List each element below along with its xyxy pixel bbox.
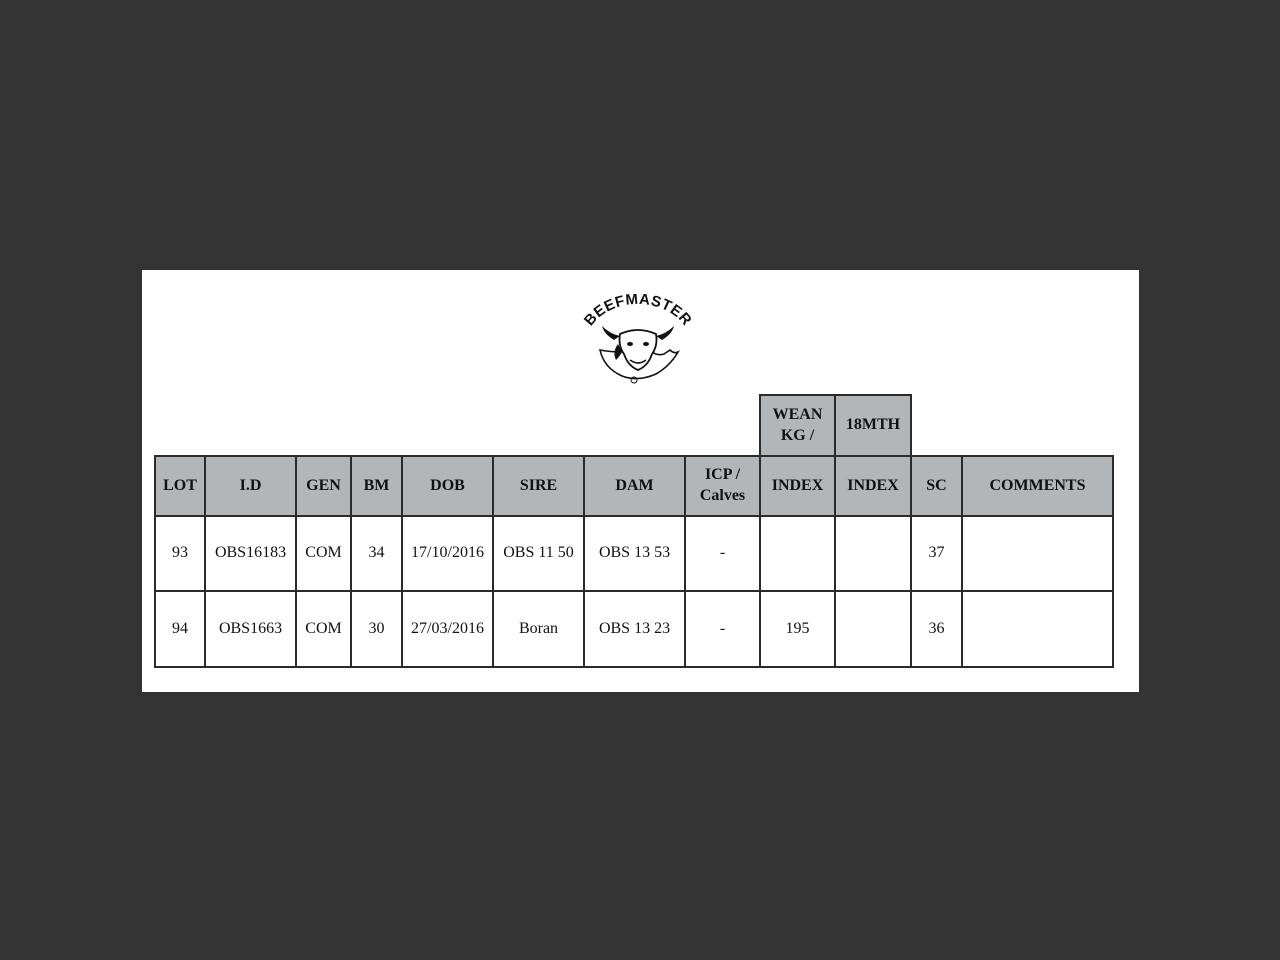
header-wean-kg: WEAN KG /	[759, 394, 836, 457]
table-cell: -	[684, 515, 761, 592]
table-cell: COM	[295, 590, 352, 668]
table-cell: 27/03/2016	[401, 590, 494, 668]
table-cell: 195	[759, 590, 836, 668]
header-18mth-index: INDEX	[834, 455, 912, 517]
header-wean-index: INDEX	[759, 455, 836, 517]
header-dam: DAM	[583, 455, 686, 517]
table-cell	[834, 515, 912, 592]
svg-text:BEEFMASTER: BEEFMASTER	[580, 294, 696, 330]
table-cell: 30	[350, 590, 403, 668]
table-cell: 93	[154, 515, 206, 592]
header-lot: LOT	[154, 455, 206, 517]
table-cell: Boran	[492, 590, 585, 668]
document-sheet	[142, 270, 1139, 692]
table-cell	[834, 590, 912, 668]
bull-head-icon	[578, 294, 698, 386]
header-dob: DOB	[401, 455, 494, 517]
table-cell: 17/10/2016	[401, 515, 494, 592]
table-cell: OBS 13 23	[583, 590, 686, 668]
table-cell: OBS16183	[204, 515, 297, 592]
table-cell	[961, 515, 1114, 592]
table-cell: 36	[910, 590, 963, 668]
header-id: I.D	[204, 455, 297, 517]
table-cell: COM	[295, 515, 352, 592]
table-cell: 34	[350, 515, 403, 592]
table-cell	[961, 590, 1114, 668]
table-cell: 94	[154, 590, 206, 668]
table-cell: OBS 13 53	[583, 515, 686, 592]
header-icp-calves: ICP / Calves	[684, 455, 761, 517]
header-comments: COMMENTS	[961, 455, 1114, 517]
table-cell: OBS1663	[204, 590, 297, 668]
beefmaster-logo	[578, 294, 698, 386]
header-gen: GEN	[295, 455, 352, 517]
header-sire: SIRE	[492, 455, 585, 517]
header-18mth: 18MTH	[834, 394, 912, 457]
table-cell	[759, 515, 836, 592]
header-sc: SC	[910, 455, 963, 517]
table-cell: -	[684, 590, 761, 668]
header-bm: BM	[350, 455, 403, 517]
table-cell: 37	[910, 515, 963, 592]
table-cell: OBS 11 50	[492, 515, 585, 592]
